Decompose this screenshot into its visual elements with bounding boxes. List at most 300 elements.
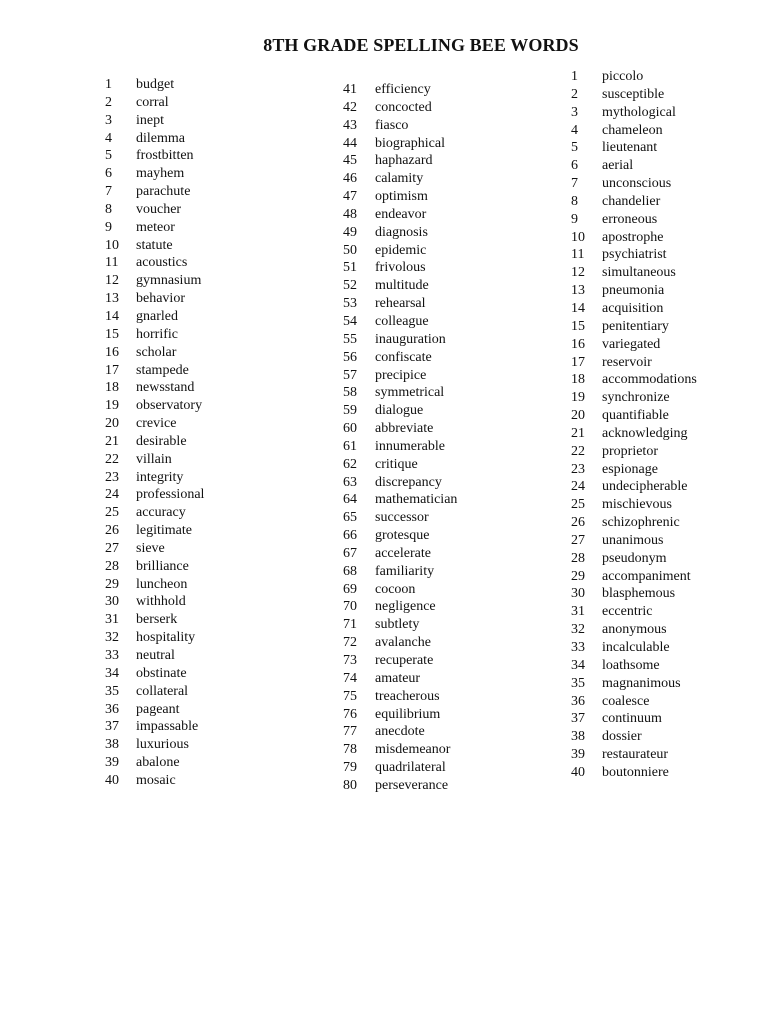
word-number: 16	[571, 336, 585, 352]
word-number: 79	[343, 760, 357, 776]
word-number: 19	[571, 390, 585, 406]
word-entry	[571, 746, 697, 764]
word-number: 16	[105, 344, 119, 360]
word-text: behavior	[136, 291, 185, 307]
word-number: 52	[343, 278, 357, 294]
word-entry	[571, 282, 697, 300]
word-entry	[343, 277, 457, 295]
word-text: apostrophe	[602, 229, 664, 245]
word-entry	[105, 504, 204, 522]
word-number: 38	[105, 737, 119, 753]
word-text: mayhem	[136, 166, 185, 182]
word-number: 13	[105, 291, 119, 307]
word-entry	[343, 456, 457, 474]
word-text: abbreviate	[375, 421, 434, 437]
word-number: 11	[571, 247, 585, 263]
word-number: 7	[571, 176, 578, 192]
word-entry	[105, 665, 204, 683]
word-text: critique	[375, 456, 418, 472]
word-number: 12	[571, 265, 585, 281]
word-number: 33	[571, 640, 585, 655]
word-entry	[105, 451, 204, 469]
word-text: accommodations	[602, 372, 697, 388]
word-number: 59	[343, 403, 357, 419]
word-entry	[571, 621, 697, 639]
word-entry	[343, 367, 457, 385]
word-entry	[571, 104, 697, 122]
word-text: dilemma	[136, 130, 185, 146]
word-number: 14	[571, 300, 585, 316]
word-entry	[105, 611, 204, 629]
word-entry	[105, 736, 204, 754]
word-entry	[105, 183, 204, 201]
word-number: 22	[571, 443, 585, 459]
word-entry	[571, 425, 697, 443]
word-text: precipice	[375, 367, 427, 383]
word-number: 30	[571, 586, 585, 602]
word-number: 58	[343, 385, 357, 401]
word-entry	[343, 438, 457, 456]
word-entry	[571, 532, 697, 550]
word-entry	[105, 290, 204, 308]
word-text: symmetrical	[375, 385, 445, 401]
word-text: eccentric	[602, 604, 653, 620]
word-text: confiscate	[375, 349, 432, 365]
word-number: 10	[571, 229, 585, 245]
word-entry	[105, 326, 204, 344]
word-entry	[571, 675, 697, 693]
word-text: perseverance	[375, 777, 449, 793]
word-number: 26	[571, 515, 585, 531]
word-number: 34	[571, 657, 585, 673]
word-entry	[105, 718, 204, 736]
word-text: luncheon	[136, 576, 188, 592]
word-number: 21	[571, 425, 585, 441]
word-number: 45	[343, 153, 357, 169]
word-number: 5	[105, 148, 112, 164]
word-entry	[105, 362, 204, 380]
word-text: familiarity	[375, 563, 435, 579]
word-text: chameleon	[602, 122, 663, 138]
word-entry	[105, 701, 204, 719]
word-entry	[105, 540, 204, 558]
word-text: mischievous	[602, 497, 672, 513]
word-number: 26	[105, 523, 119, 539]
word-entry	[571, 407, 697, 425]
word-text: professional	[136, 487, 205, 503]
word-text: simultaneous	[602, 265, 676, 281]
word-text: dossier	[602, 729, 642, 745]
word-text: lieutenant	[602, 140, 658, 156]
word-entry	[105, 201, 204, 219]
word-number: 14	[105, 308, 119, 324]
word-text: incalculable	[602, 640, 670, 655]
word-entry	[105, 94, 204, 112]
word-text: sieve	[136, 540, 165, 556]
word-text: legitimate	[136, 523, 192, 539]
word-number: 9	[571, 211, 578, 227]
word-entry	[571, 550, 697, 568]
word-entry	[343, 384, 457, 402]
word-text: quantifiable	[602, 408, 669, 424]
word-text: chandelier	[602, 193, 661, 209]
word-number: 35	[105, 683, 119, 699]
word-number: 39	[571, 747, 585, 763]
word-entry	[343, 706, 457, 724]
word-entry	[571, 461, 697, 479]
word-entry	[343, 652, 457, 670]
word-text: pneumonia	[602, 283, 665, 299]
word-text: fiasco	[375, 117, 409, 133]
word-text: susceptible	[602, 86, 665, 102]
word-number: 37	[105, 719, 119, 735]
word-entry	[105, 593, 204, 611]
word-entry	[571, 764, 697, 782]
word-number: 61	[343, 438, 357, 454]
word-entry	[343, 598, 457, 616]
word-entry	[571, 139, 697, 157]
word-entry	[571, 175, 697, 193]
word-number: 27	[105, 540, 119, 556]
word-text: acoustics	[136, 255, 188, 271]
word-entry	[105, 379, 204, 397]
word-entry	[105, 308, 204, 326]
word-text: berserk	[136, 612, 178, 628]
word-text: amateur	[375, 670, 421, 686]
word-entry	[343, 331, 457, 349]
word-text: scholar	[136, 344, 177, 360]
word-text: dialogue	[375, 403, 424, 419]
word-number: 12	[105, 273, 119, 289]
word-number: 13	[571, 283, 585, 299]
word-number: 73	[343, 653, 357, 668]
word-number: 23	[105, 469, 119, 485]
word-text: discrepancy	[375, 474, 442, 490]
word-column-2	[343, 81, 457, 795]
word-text: successor	[375, 510, 429, 526]
word-entry	[343, 349, 457, 367]
word-column-3	[571, 68, 697, 782]
word-text: parachute	[136, 184, 191, 200]
word-number: 2	[571, 86, 578, 102]
word-entry	[105, 772, 204, 790]
word-entry	[343, 723, 457, 741]
word-number: 10	[105, 237, 119, 253]
word-number: 67	[343, 545, 357, 561]
word-entry	[343, 563, 457, 581]
word-number: 1	[571, 69, 578, 84]
word-text: brilliance	[136, 558, 189, 574]
word-text: innumerable	[375, 438, 445, 454]
word-number: 24	[105, 487, 119, 503]
word-text: negligence	[375, 599, 436, 615]
word-text: horrific	[136, 326, 178, 342]
word-number: 47	[343, 189, 357, 205]
word-text: pseudonym	[602, 550, 667, 566]
word-number: 3	[571, 104, 578, 120]
word-number: 42	[343, 99, 357, 115]
word-text: newsstand	[136, 380, 195, 396]
word-entry	[343, 509, 457, 527]
word-number: 78	[343, 742, 357, 758]
word-entry	[571, 371, 697, 389]
word-text: aerial	[602, 158, 634, 174]
word-entry	[571, 157, 697, 175]
word-number: 32	[105, 630, 119, 646]
word-entry	[571, 246, 697, 264]
word-number: 25	[571, 497, 585, 513]
word-entry	[105, 165, 204, 183]
word-entry	[343, 688, 457, 706]
word-entry	[105, 576, 204, 594]
word-entry	[343, 759, 457, 777]
word-text: accompaniment	[602, 568, 691, 584]
word-number: 9	[105, 219, 112, 235]
word-number: 64	[343, 492, 357, 508]
word-number: 36	[571, 693, 585, 709]
word-entry	[343, 670, 457, 688]
word-text: pageant	[136, 701, 180, 717]
word-number: 34	[105, 665, 119, 681]
word-entry	[105, 272, 204, 290]
word-entry	[571, 389, 697, 407]
word-number: 7	[105, 184, 112, 200]
word-text: concocted	[375, 99, 432, 115]
word-number: 8	[571, 193, 578, 209]
word-entry	[105, 629, 204, 647]
word-number: 38	[571, 729, 585, 745]
word-text: anecdote	[375, 724, 425, 740]
word-entry	[105, 754, 204, 772]
word-entry	[343, 634, 457, 652]
word-text: boutonniere	[602, 764, 669, 780]
word-text: variegated	[602, 336, 661, 352]
word-number: 72	[343, 635, 357, 651]
word-number: 70	[343, 599, 357, 615]
word-entry	[343, 135, 457, 153]
word-entry	[571, 300, 697, 318]
word-number: 32	[571, 622, 585, 638]
word-text: crevice	[136, 416, 177, 432]
word-number: 66	[343, 528, 357, 544]
word-entry	[343, 420, 457, 438]
word-number: 30	[105, 594, 119, 610]
word-number: 31	[105, 612, 119, 628]
word-entry	[343, 117, 457, 135]
word-number: 74	[343, 670, 357, 686]
word-entry	[105, 486, 204, 504]
word-text: subtlety	[375, 617, 420, 633]
word-text: avalanche	[375, 635, 431, 651]
word-number: 20	[571, 408, 585, 424]
word-number: 62	[343, 456, 357, 472]
word-entry	[343, 545, 457, 563]
word-text: desirable	[136, 433, 187, 449]
word-entry	[105, 344, 204, 362]
word-text: voucher	[136, 201, 182, 217]
word-text: epidemic	[375, 242, 427, 258]
word-entry	[343, 777, 457, 795]
word-entry	[343, 188, 457, 206]
word-entry	[571, 728, 697, 746]
word-number: 33	[105, 648, 119, 663]
word-text: inept	[136, 112, 164, 128]
word-text: abalone	[136, 755, 180, 771]
word-text: unanimous	[602, 532, 664, 548]
word-text: rehearsal	[375, 296, 426, 312]
word-number: 48	[343, 206, 357, 222]
word-text: misdemeanor	[375, 742, 451, 758]
word-text: obstinate	[136, 665, 187, 681]
word-text: observatory	[136, 398, 203, 414]
word-text: blasphemous	[602, 586, 676, 602]
word-text: coalesce	[602, 693, 650, 709]
word-text: quadrilateral	[375, 760, 446, 776]
word-text: multitude	[375, 278, 429, 294]
word-text: integrity	[136, 469, 184, 485]
word-number: 44	[343, 135, 357, 151]
word-text: optimism	[375, 189, 428, 205]
word-entry	[105, 683, 204, 701]
word-number: 35	[571, 675, 585, 691]
word-text: endeavor	[375, 206, 427, 222]
word-number: 24	[571, 479, 585, 495]
word-number: 53	[343, 296, 357, 312]
word-entry	[105, 415, 204, 433]
word-entry	[343, 616, 457, 634]
word-number: 75	[343, 688, 357, 704]
word-number: 15	[105, 326, 119, 342]
word-text: cocoon	[375, 581, 416, 597]
word-entry	[571, 193, 697, 211]
word-text: restaurateur	[602, 747, 669, 763]
word-number: 4	[571, 122, 578, 138]
word-entry	[105, 130, 204, 148]
word-text: treacherous	[375, 688, 440, 704]
word-number: 40	[571, 764, 585, 780]
word-text: recuperate	[375, 653, 434, 668]
word-number: 27	[571, 532, 585, 548]
word-entry	[343, 295, 457, 313]
word-entry	[571, 443, 697, 461]
word-entry	[105, 522, 204, 540]
word-number: 29	[105, 576, 119, 592]
word-text: colleague	[375, 313, 429, 329]
word-entry	[571, 657, 697, 675]
word-entry	[343, 99, 457, 117]
word-text: meteor	[136, 219, 175, 235]
word-entry	[571, 603, 697, 621]
word-number: 2	[105, 94, 112, 110]
word-number: 76	[343, 706, 357, 722]
word-number: 28	[571, 550, 585, 566]
word-entry	[343, 206, 457, 224]
word-number: 68	[343, 563, 357, 579]
word-text: equilibrium	[375, 706, 441, 722]
word-text: stampede	[136, 362, 189, 378]
word-number: 37	[571, 711, 585, 727]
word-text: statute	[136, 237, 173, 253]
word-entry	[343, 581, 457, 599]
word-number: 22	[105, 451, 119, 467]
word-entry	[571, 211, 697, 229]
word-entry	[571, 336, 697, 354]
word-number: 51	[343, 260, 357, 276]
word-text: penitentiary	[602, 318, 669, 334]
word-entry	[571, 122, 697, 140]
word-text: haphazard	[375, 153, 433, 169]
word-text: schizophrenic	[602, 515, 680, 531]
word-number: 65	[343, 510, 357, 526]
word-text: accuracy	[136, 505, 186, 521]
word-entry	[343, 474, 457, 492]
word-text: loathsome	[602, 657, 660, 673]
word-entry	[105, 469, 204, 487]
word-text: mathematician	[375, 492, 458, 508]
word-text: mythological	[602, 104, 676, 120]
word-number: 21	[105, 433, 119, 449]
word-text: corral	[136, 94, 169, 110]
word-text: efficiency	[375, 82, 431, 97]
word-text: undecipherable	[602, 479, 688, 495]
word-number: 1	[105, 77, 112, 92]
word-number: 18	[571, 372, 585, 388]
word-number: 4	[105, 130, 112, 146]
word-text: acknowledging	[602, 425, 688, 441]
word-number: 11	[105, 255, 119, 271]
word-entry	[105, 254, 204, 272]
word-number: 6	[571, 158, 578, 174]
word-number: 41	[343, 82, 357, 97]
word-number: 39	[105, 755, 119, 771]
word-entry	[571, 514, 697, 532]
word-text: villain	[136, 451, 172, 467]
word-text: espionage	[602, 461, 658, 477]
word-text: accelerate	[375, 545, 431, 561]
word-text: erroneous	[602, 211, 658, 227]
word-entry	[571, 639, 697, 657]
word-entry	[571, 478, 697, 496]
word-entry	[571, 568, 697, 586]
word-text: luxurious	[136, 737, 189, 753]
word-text: impassable	[136, 719, 199, 735]
word-entry	[343, 741, 457, 759]
word-text: frostbitten	[136, 148, 194, 164]
word-number: 18	[105, 380, 119, 396]
word-number: 80	[343, 777, 357, 793]
word-number: 6	[105, 166, 112, 182]
word-entry	[343, 402, 457, 420]
word-entry	[571, 710, 697, 728]
word-text: anonymous	[602, 622, 667, 638]
word-number: 54	[343, 313, 357, 329]
word-entry	[343, 81, 457, 99]
word-entry	[571, 496, 697, 514]
word-text: unconscious	[602, 176, 672, 192]
word-entry	[105, 433, 204, 451]
word-text: hospitality	[136, 630, 196, 646]
word-entry	[105, 76, 204, 94]
word-entry	[571, 86, 697, 104]
word-number: 46	[343, 171, 357, 187]
word-entry	[343, 224, 457, 242]
word-text: mosaic	[136, 772, 176, 788]
word-number: 63	[343, 474, 357, 490]
word-entry	[343, 259, 457, 277]
word-text: grotesque	[375, 528, 430, 544]
word-text: collateral	[136, 683, 189, 699]
word-entry	[571, 585, 697, 603]
